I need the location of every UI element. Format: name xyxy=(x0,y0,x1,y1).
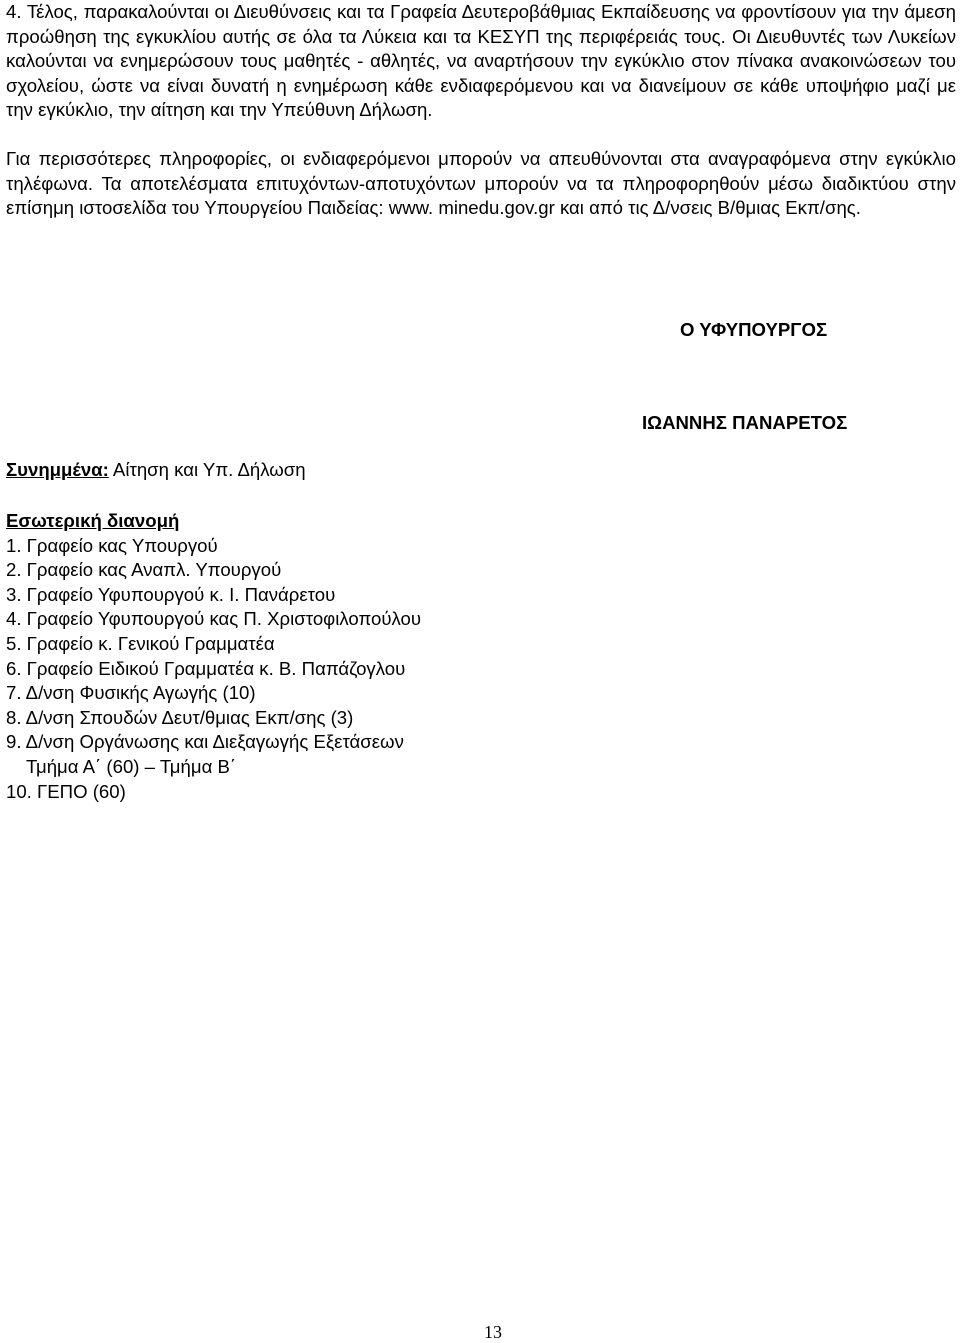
attachments-line xyxy=(6,458,306,483)
document-page xyxy=(6,0,956,1343)
distribution-item: 8. Δ/νση Σπουδών Δευτ/θμιας Εκπ/σης (3) xyxy=(6,706,354,728)
paragraph-closing-instructions: 4. Τέλος, παρακαλούνται οι Διευθύνσεις και τα Γραφεία Δευτεροβάθμιας Εκπαίδευσης να φροντίσουν για την άμεση προώθηση της εγκυκλίου αυτής σε όλα τα Λύκεια και τα ΚΕΣΥΠ της περιφέρειάς τους. Οι Διευθυντές των Λυκείων καλούνται να ενημερώσουν τους μαθητές - αθλητές, να αναρτήσουν την εγκύκλιο στον πίνακα ανακοινώσεων του σχολείου, ώστε να είναι δυνατή η ενημέρωση κάθε ενδιαφερόμενου και να διανείμουν σε κάθε υποψήφιο μαζί με την εγκύκλιο, την αίτηση και την Υπεύθυνη Δήλωση. xyxy=(6,1,956,121)
attachments-text: Αίτηση και Υπ. Δήλωση xyxy=(108,459,306,480)
distribution-item: 3. Γραφείο Υφυπουργού κ. Ι. Πανάρετου xyxy=(6,583,336,605)
distribution-item: 5. Γραφείο κ. Γενικού Γραμματέα xyxy=(6,632,275,654)
distribution-item: 2. Γραφείο κας Αναπλ. Υπουργού xyxy=(6,559,282,581)
distribution-item: 1. Γραφείο κας Υπουργού xyxy=(6,534,218,556)
distribution-item: 9. Δ/νση Οργάνωσης και Διεξαγωγής Εξετάσεων xyxy=(6,731,404,753)
distribution-list xyxy=(6,534,421,805)
page-number: 13 xyxy=(484,1322,502,1342)
distribution-item: 7. Δ/νση Φυσικής Αγωγής (10) xyxy=(6,682,256,704)
distribution-item: 6. Γραφείο Ειδικού Γραμματέα κ. Β. Παπάζογλου xyxy=(6,657,406,679)
internal-distribution xyxy=(6,509,421,804)
distribution-item: 10. ΓΕΠΟ (60) xyxy=(6,780,126,802)
distribution-subitem: Τμήμα Α΄ (60) – Τμήμα Β΄ xyxy=(26,755,237,777)
paragraph-further-information: Για περισσότερες πληροφορίες, οι ενδιαφερόμενοι μπορούν να απευθύνονται στα αναγραφόμενα στην εγκύκλιο τηλέφωνα. Τα αποτελέσματα επιτυχόντων-αποτυχόντων μπορούν να τα πληροφορηθούν μέσω διαδικτύου στην επίσημη ιστοσελίδα του Υπουργείου Παιδείας: www. minedu.gov.gr και από τις Δ/νσεις Β/θμιας Εκπ/σης. xyxy=(6,148,956,219)
signature-title: Ο ΥΦΥΠΟΥΡΓΟΣ xyxy=(680,319,828,340)
signature-name: ΙΩΑΝΝΗΣ ΠΑΝΑΡΕΤΟΣ xyxy=(642,412,848,433)
distribution-heading: Εσωτερική διανομή xyxy=(6,510,180,531)
attachments-label: Συνημμένα: xyxy=(6,459,109,480)
distribution-item: 4. Γραφείο Υφυπουργού κας Π. Χριστοφιλοπούλου xyxy=(6,608,422,630)
